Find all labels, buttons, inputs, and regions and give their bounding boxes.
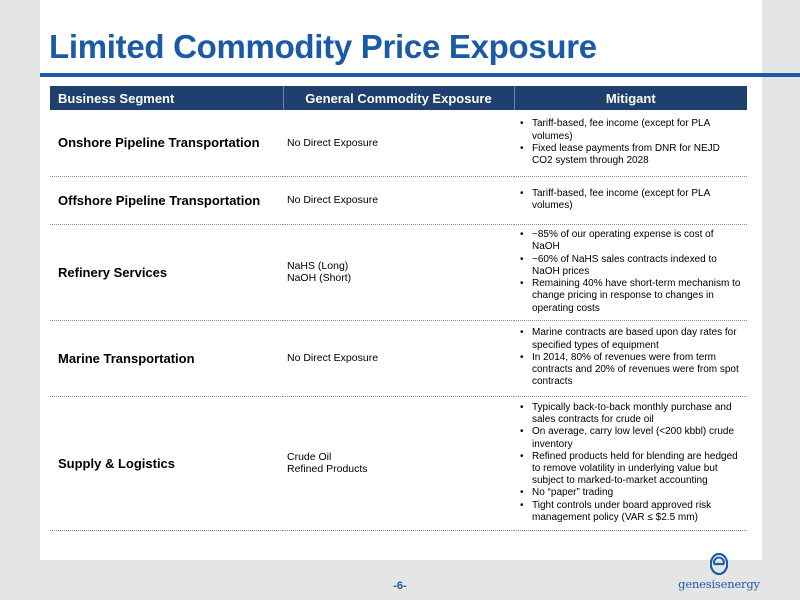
mitigant-item: • Tight controls under board approved risk management policy (VAR ≤ $2.5 mm) xyxy=(516,500,743,524)
mitigant-item: • Tariff-based, fee income (except for PLA volumes) xyxy=(516,118,743,142)
segment-name: Onshore Pipeline Transportation xyxy=(50,110,283,176)
exposure-line: NaOH (Short) xyxy=(287,272,352,284)
exposure-cell xyxy=(283,176,514,224)
mitigant-item: • Remaining 40% have short-term mechanism to change pricing in response to changes in operating costs xyxy=(516,278,743,315)
mitigant-item: • No “paper” trading xyxy=(516,487,743,499)
page-number: -6- xyxy=(393,580,407,592)
table-row xyxy=(50,396,747,530)
mitigant-item: • Tariff-based, fee income (except for PLA volumes) xyxy=(516,188,743,212)
mitigant-cell xyxy=(514,396,747,530)
segment-name: Supply & Logistics xyxy=(50,396,283,530)
page-title: Limited Commodity Price Exposure xyxy=(49,28,597,65)
exposure-cell xyxy=(283,320,514,396)
segment-name: Refinery Services xyxy=(50,224,283,320)
exposure-cell xyxy=(283,224,514,320)
exposure-line: No Direct Exposure xyxy=(287,136,379,149)
mitigant-item: • Marine contracts are based upon day rates for specified types of equipment xyxy=(516,327,743,351)
mitigant-list xyxy=(516,327,743,388)
table-row xyxy=(50,176,747,224)
table-row xyxy=(50,224,747,320)
mitigant-list xyxy=(516,229,743,314)
commodity-exposure-table xyxy=(50,86,747,531)
mitigant-item: • ~85% of our operating expense is cost of NaOH xyxy=(516,229,743,253)
mitigant-item: • ~60% of NaHS sales contracts indexed to NaOH prices xyxy=(516,254,743,278)
column-header-business-segment: Business Segment xyxy=(50,86,283,110)
mitigant-list xyxy=(516,188,743,212)
exposure-cell xyxy=(283,110,514,176)
mitigant-item: • In 2014, 80% of revenues were from term contracts and 20% of revenues were from spot contracts xyxy=(516,352,743,389)
genesis-e-icon xyxy=(710,553,728,575)
mitigant-item: • On average, carry low level (<200 kbbl) crude inventory xyxy=(516,426,743,450)
table-row xyxy=(50,110,747,176)
title-rule xyxy=(40,73,800,77)
mitigant-item: • Fixed lease payments from DNR for NEJD CO2 system through 2028 xyxy=(516,143,743,167)
genesis-energy-logo xyxy=(674,553,764,595)
mitigant-list xyxy=(516,118,743,167)
table-header-row xyxy=(50,86,747,110)
exposure-line: No Direct Exposure xyxy=(287,194,379,206)
table-row xyxy=(50,320,747,396)
segment-name: Offshore Pipeline Transportation xyxy=(50,176,283,224)
mitigant-cell xyxy=(514,110,747,176)
exposure-line: Crude Oil xyxy=(287,451,332,463)
mitigant-cell xyxy=(514,224,747,320)
mitigant-item: • Typically back-to-back monthly purchase and sales contracts for crude oil xyxy=(516,402,743,426)
mitigant-cell xyxy=(514,176,747,224)
mitigant-list xyxy=(516,402,743,524)
mitigant-item: • Refined products held for blending are hedged to remove volatility in underlying value but subject to marked-to-market accounting xyxy=(516,451,743,488)
column-header-commodity-exposure: General Commodity Exposure xyxy=(283,86,514,110)
column-header-mitigant: Mitigant xyxy=(514,86,747,110)
mitigant-cell xyxy=(514,320,747,396)
segment-name: Marine Transportation xyxy=(50,320,283,396)
exposure-cell xyxy=(283,396,514,530)
logo-text: genesisenergy xyxy=(678,577,760,591)
exposure-line: Refined Products xyxy=(287,463,368,475)
exposure-line: NaHS (Long) xyxy=(287,260,349,272)
exposure-line: No Direct Exposure xyxy=(287,352,379,364)
